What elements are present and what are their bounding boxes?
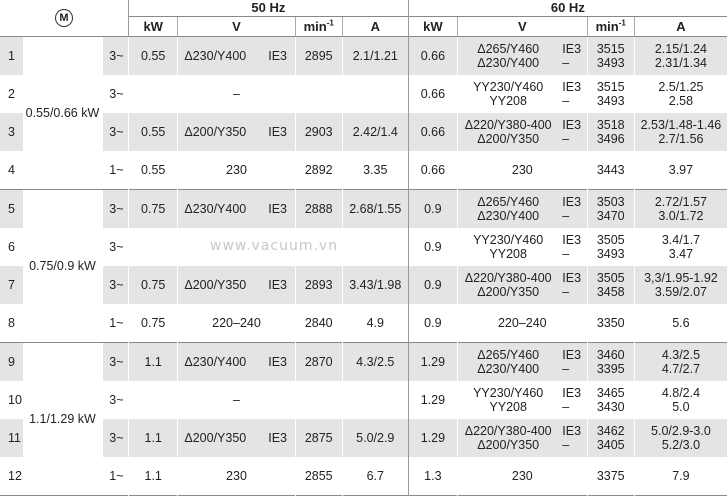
current-60hz: 3.97 [634, 151, 727, 190]
kw-50hz: 0.75 [129, 190, 178, 229]
voltage-50hz: Δ200/Y350 [178, 113, 264, 151]
cell-line-2: – [562, 209, 570, 223]
cell-line-1: IE3 [562, 42, 582, 56]
row-number: 2 [8, 87, 15, 101]
current-50hz: 3.35 [342, 151, 408, 190]
table-row [0, 113, 727, 151]
cell-line-2: Δ200/Y350 [477, 132, 540, 146]
cell-line-1: 4.3/2.5 [661, 348, 701, 362]
cell-line-1: Δ220/Y380-400 [464, 118, 552, 132]
voltage-60hz: 220–240 [458, 304, 588, 343]
speed-60hz [587, 228, 634, 266]
phase: 1~ [103, 304, 129, 343]
current-60hz [634, 343, 727, 382]
current-50hz: 4.9 [342, 304, 408, 343]
voltage-60hz [458, 37, 559, 76]
table-row [0, 381, 727, 419]
speed-60hz: 3350 [587, 304, 634, 343]
table-row [0, 457, 727, 496]
table-row [0, 37, 727, 76]
cell-line-1: 3465 [596, 386, 625, 400]
cell-line-2: Δ230/Y400 [477, 209, 540, 223]
cell-line-1: 3462 [596, 424, 625, 438]
kw-60hz: 1.29 [408, 381, 457, 419]
col-a-60: A [634, 17, 727, 37]
speed-60hz [587, 419, 634, 457]
phase: 1~ [103, 151, 129, 190]
kw-50hz: 0.75 [129, 266, 178, 304]
row-number: 12 [8, 469, 22, 483]
speed-50hz: 2903 [295, 113, 342, 151]
current-50hz: 3.43/1.98 [342, 266, 408, 304]
current-50hz: 4.3/2.5 [342, 343, 408, 382]
cell-line-1: 2.5/1.25 [658, 80, 704, 94]
group-power-label: 1.1/1.29 kW [23, 343, 103, 496]
speed-50hz: 2888 [295, 190, 342, 229]
ie-class-60hz [558, 37, 587, 76]
cell-line-1: Δ265/Y460 [477, 42, 540, 56]
voltage-50hz: 230 [178, 151, 295, 190]
current-60hz [634, 37, 727, 76]
table-body [0, 37, 727, 496]
kw-60hz: 0.66 [408, 75, 457, 113]
cell-line-2: 3.47 [668, 247, 694, 261]
cell-line-2: 2.7/1.56 [658, 132, 704, 146]
speed-50hz: 2870 [295, 343, 342, 382]
cell-line-2: 3405 [596, 438, 625, 452]
table-row [0, 343, 727, 382]
col-v-60: V [458, 17, 588, 37]
voltage-50hz: – [178, 75, 295, 113]
ie-class-50hz: IE3 [268, 125, 287, 139]
phase: 3~ [103, 419, 129, 457]
voltage-60hz [458, 113, 559, 151]
speed-60hz [587, 37, 634, 76]
col-min-50: $\min^{-1}$ [295, 17, 342, 37]
cell-line-2: 2.58 [668, 94, 694, 108]
speed-50hz: 2892 [295, 151, 342, 190]
row-number: 9 [0, 343, 23, 382]
cell-line-1: IE3 [562, 233, 582, 247]
voltage-50hz: – [178, 381, 295, 419]
cell-line-1: YY230/Y460 [473, 233, 544, 247]
cell-line-1: IE3 [562, 348, 582, 362]
cell-line-2: 3493 [596, 247, 625, 261]
phase: 3~ [103, 75, 129, 113]
voltage-50hz: Δ230/Y400 [178, 37, 264, 76]
row-number: 3 [0, 113, 23, 151]
cell-line-1: 4.8/2.4 [661, 386, 701, 400]
cell-line-1: IE3 [562, 271, 582, 285]
voltage-60hz [458, 381, 559, 419]
kw-50hz: 0.55 [129, 37, 178, 76]
cell-line-2: 3430 [596, 400, 625, 414]
cell-line-1: IE3 [562, 424, 582, 438]
cell-line-1: YY230/Y460 [473, 386, 544, 400]
ie-class-60hz [558, 228, 587, 266]
cell-line-2: 3470 [596, 209, 625, 223]
cell-line-1: 2.53/1.48-1.46 [640, 118, 722, 132]
cell-line-1: 3515 [596, 80, 625, 94]
cell-line-1: 3518 [596, 118, 625, 132]
ie-class-60hz [558, 190, 587, 229]
cell-line-2: 3395 [596, 362, 625, 376]
ie-class-50hz: IE3 [268, 49, 287, 63]
cell-line-2: 3458 [596, 285, 625, 299]
current-50hz [342, 381, 408, 419]
speed-50hz: 2893 [295, 266, 342, 304]
phase: 3~ [103, 381, 129, 419]
current-60hz [634, 190, 727, 229]
phase: 3~ [103, 266, 129, 304]
current-60hz [634, 75, 727, 113]
cell-line-2: 4.7/2.7 [661, 362, 701, 376]
kw-50hz: 0.55 [129, 151, 178, 190]
voltage-60hz: 230 [458, 457, 588, 496]
cell-line-2: 3.59/2.07 [654, 285, 707, 299]
table-row [0, 75, 727, 113]
voltage-50hz: Δ230/Y400 [178, 343, 264, 382]
speed-60hz [587, 113, 634, 151]
phase: 3~ [103, 113, 129, 151]
current-50hz [342, 75, 408, 113]
kw-50hz: 1.1 [129, 343, 178, 382]
cell-line-1: 3505 [596, 233, 625, 247]
cell-line-2: Δ200/Y350 [477, 285, 540, 299]
voltage-60hz [458, 190, 559, 229]
cell-line-2: – [562, 94, 570, 108]
speed-60hz [587, 343, 634, 382]
current-50hz [342, 228, 408, 266]
table-row [0, 228, 727, 266]
kw-50hz: 0.75 [129, 304, 178, 343]
kw-60hz: 0.9 [408, 266, 457, 304]
speed-60hz [587, 381, 634, 419]
voltage-60hz [458, 75, 559, 113]
phase: 3~ [103, 37, 129, 76]
cell-line-2: – [562, 56, 570, 70]
current-60hz [634, 419, 727, 457]
voltage-50hz: 220–240 [178, 304, 295, 343]
speed-50hz [295, 75, 342, 113]
kw-50hz [129, 75, 178, 113]
ie-class-60hz [558, 75, 587, 113]
speed-50hz: 2895 [295, 37, 342, 76]
kw-60hz: 1.3 [408, 457, 457, 496]
header-60hz: 60 Hz [408, 0, 727, 17]
cell-line-2: – [562, 285, 570, 299]
col-min-60: $\min^{-1}$ [587, 17, 634, 37]
row-number: 6 [8, 240, 15, 254]
cell-line-2: YY208 [489, 94, 527, 108]
row-number: 4 [8, 163, 15, 177]
cell-line-2: 3.0/1.72 [658, 209, 704, 223]
motor-icon: M [55, 9, 73, 27]
cell-line-1: IE3 [562, 386, 582, 400]
kw-60hz: 0.66 [408, 37, 457, 76]
voltage-50hz: Δ200/Y350 [178, 419, 264, 457]
cell-line-1: Δ265/Y460 [477, 348, 540, 362]
speed-60hz [587, 75, 634, 113]
row-number: 10 [8, 393, 22, 407]
current-50hz: 2.1/1.21 [342, 37, 408, 76]
cell-line-1: IE3 [562, 80, 582, 94]
current-60hz [634, 113, 727, 151]
cell-line-2: 5.0 [672, 400, 690, 414]
cell-line-1: YY230/Y460 [473, 80, 544, 94]
kw-50hz [129, 381, 178, 419]
cell-line-1: 2.72/1.57 [654, 195, 707, 209]
voltage-50hz: Δ230/Y400 [178, 190, 264, 229]
cell-line-2: – [562, 438, 570, 452]
kw-60hz: 1.29 [408, 419, 457, 457]
cell-line-1: 5.0/2.9-3.0 [651, 424, 711, 438]
col-kw-60: kW [408, 17, 457, 37]
cell-line-1: IE3 [562, 118, 582, 132]
table-row [0, 304, 727, 343]
phase: 1~ [103, 457, 129, 496]
cell-line-2: Δ200/Y350 [477, 438, 540, 452]
cell-line-2: Δ230/Y400 [477, 362, 540, 376]
row-number: 11 [0, 419, 23, 457]
table-row [0, 190, 727, 229]
group-power-label: 0.55/0.66 kW [23, 37, 103, 190]
speed-60hz [587, 190, 634, 229]
kw-60hz: 0.9 [408, 228, 457, 266]
cell-line-1: Δ220/Y380-400 [464, 271, 552, 285]
cell-line-2: 2.31/1.34 [654, 56, 707, 70]
voltage-60hz [458, 228, 559, 266]
kw-60hz: 0.66 [408, 113, 457, 151]
col-a-50: A [342, 17, 408, 37]
row-number: 8 [8, 316, 15, 330]
cell-line-1: 3503 [596, 195, 625, 209]
cell-line-1: IE3 [562, 195, 582, 209]
current-50hz: 2.42/1.4 [342, 113, 408, 151]
cell-line-1: Δ265/Y460 [477, 195, 540, 209]
kw-60hz: 0.9 [408, 190, 457, 229]
speed-50hz: 2855 [295, 457, 342, 496]
speed-60hz: 3375 [587, 457, 634, 496]
current-60hz [634, 381, 727, 419]
ie-class-50hz: IE3 [268, 278, 287, 292]
ie-class-50hz: IE3 [268, 202, 287, 216]
row-number: 1 [0, 37, 23, 76]
voltage-60hz: 230 [458, 151, 588, 190]
ie-class-60hz [558, 419, 587, 457]
phase: 3~ [103, 228, 129, 266]
phase: 3~ [103, 190, 129, 229]
ie-class-60hz [558, 266, 587, 304]
row-number: 7 [0, 266, 23, 304]
cell-line-2: 3493 [596, 56, 625, 70]
current-60hz: 7.9 [634, 457, 727, 496]
speed-50hz: 2840 [295, 304, 342, 343]
ie-class-50hz: IE3 [268, 355, 287, 369]
ie-class-50hz: IE3 [268, 431, 287, 445]
kw-60hz: 0.9 [408, 304, 457, 343]
group-power-label: 0.75/0.9 kW [23, 190, 103, 343]
ie-class-60hz [558, 381, 587, 419]
cell-line-2: YY208 [489, 247, 527, 261]
ie-class-60hz [558, 343, 587, 382]
row-number: 5 [0, 190, 23, 229]
kw-60hz: 0.66 [408, 151, 457, 190]
cell-line-1: 3515 [596, 42, 625, 56]
kw-50hz: 1.1 [129, 457, 178, 496]
cell-line-1: 3460 [596, 348, 625, 362]
kw-50hz: 0.55 [129, 113, 178, 151]
cell-line-2: – [562, 362, 570, 376]
current-50hz: 6.7 [342, 457, 408, 496]
table-row [0, 419, 727, 457]
speed-50hz: 2875 [295, 419, 342, 457]
cell-line-1: Δ220/Y380-400 [464, 424, 552, 438]
cell-line-2: – [562, 132, 570, 146]
phase: 3~ [103, 343, 129, 382]
current-50hz: 5.0/2.9 [342, 419, 408, 457]
voltage-60hz [458, 266, 559, 304]
cell-line-2: – [562, 247, 570, 261]
ie-class-60hz [558, 113, 587, 151]
current-60hz: 5.6 [634, 304, 727, 343]
speed-50hz [295, 381, 342, 419]
watermark-text: www.vacuum.vn [210, 238, 339, 254]
motor-symbol-cell [0, 0, 129, 37]
kw-50hz [129, 228, 178, 266]
voltage-60hz [458, 343, 559, 382]
speed-60hz [587, 266, 634, 304]
table-row [0, 266, 727, 304]
header-50hz: 50 Hz [129, 0, 409, 17]
voltage-50hz: 230 [178, 457, 295, 496]
cell-line-2: Δ230/Y400 [477, 56, 540, 70]
table-row [0, 151, 727, 190]
current-60hz [634, 266, 727, 304]
cell-line-1: 2.15/1.24 [654, 42, 707, 56]
cell-line-2: – [562, 400, 570, 414]
current-50hz: 2.68/1.55 [342, 190, 408, 229]
speed-60hz: 3443 [587, 151, 634, 190]
cell-line-2: YY208 [489, 400, 527, 414]
header-row-frequency [0, 0, 727, 17]
voltage-50hz: Δ200/Y350 [178, 266, 264, 304]
col-kw-50: kW [129, 17, 178, 37]
kw-50hz: 1.1 [129, 419, 178, 457]
cell-line-2: 3493 [596, 94, 625, 108]
voltage-60hz [458, 419, 559, 457]
cell-line-2: 5.2/3.0 [661, 438, 701, 452]
cell-line-2: 3496 [596, 132, 625, 146]
cell-line-1: 3,3/1.95-1.92 [644, 271, 718, 285]
current-60hz [634, 228, 727, 266]
kw-60hz: 1.29 [408, 343, 457, 382]
cell-line-1: 3.4/1.7 [661, 233, 701, 247]
col-v-50: V [178, 17, 295, 37]
cell-line-1: 3505 [596, 271, 625, 285]
